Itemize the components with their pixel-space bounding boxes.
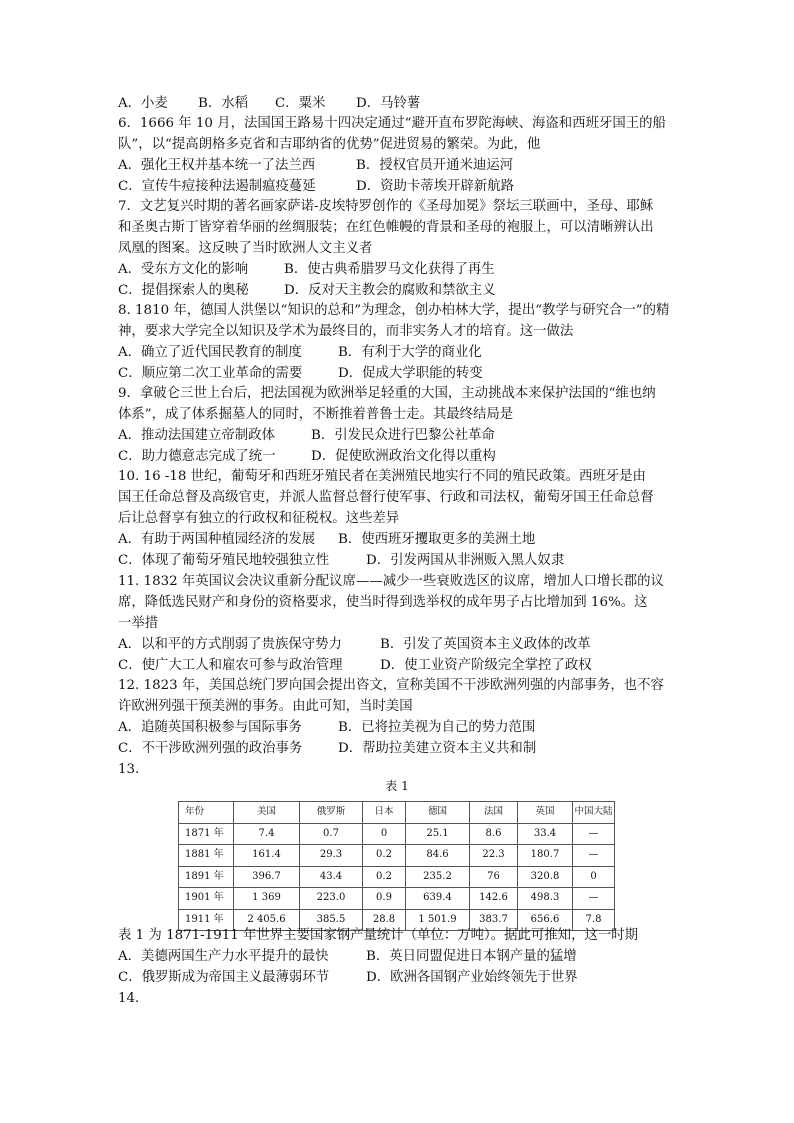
table-header-cell: 美国 — [234, 802, 300, 824]
q9-option-c: C．助力德意志完成了统一 — [118, 449, 276, 464]
q10-option-a: A．有助于两国种植园经济的发展 — [118, 532, 316, 547]
table-caption: 表 1 — [385, 779, 409, 793]
q5-option-a: A．小麦 — [118, 96, 168, 111]
table-cell: 396.7 — [234, 866, 300, 888]
q8-option-d: D．促成大学职能的转变 — [338, 366, 483, 381]
q10-option-b: B．使西班牙攫取更多的美洲土地 — [338, 532, 536, 547]
table-cell: 2 405.6 — [234, 909, 300, 931]
q7-stem-line: 7．文艺复兴时期的著名画家萨诺-皮埃特罗创作的《圣母加冕》祭坛三联画中，圣母、耶稣 — [118, 199, 654, 214]
q7-option-c: C．提倡探索人的奥秘 — [118, 283, 249, 298]
q11-option-a: A．以和平的方式削弱了贵族保守势力 — [118, 637, 342, 652]
q7-stem-line: 和圣奥古斯丁皆穿着华丽的丝绸服装；在红色帷幔的背景和圣母的袍服上，可以清晰辨认出 — [118, 220, 654, 235]
table-row — [179, 823, 615, 845]
q8-option-a: A．确立了近代国民教育的制度 — [118, 345, 302, 360]
table-cell: 498.3 — [518, 888, 573, 910]
table-cell: 1871 年 — [179, 823, 234, 845]
q6-stem-line: 队”，以“提高朗格多克省和吉耶纳省的优势”促进贸易的繁荣。为此，他 — [118, 137, 541, 152]
q7-option-b: B．使古典希腊罗马文化获得了再生 — [284, 262, 495, 277]
q5-option-b: B．水稻 — [198, 96, 249, 111]
q12-option-c: C．不干涉欧洲列强的政治事务 — [118, 741, 303, 756]
q8-stem-line: 神，要求大学完全以知识及学术为最终目的，而非实务人才的培育。这一做法 — [118, 324, 574, 339]
table-cell: 1881 年 — [179, 845, 234, 867]
q13-option-c: C．俄罗斯成为帝国主义最薄弱环节 — [118, 970, 330, 985]
table-cell: 0 — [573, 866, 615, 888]
table-header-cell: 中国大陆 — [573, 802, 615, 824]
q7-stem-line: 凤凰的图案。这反映了当时欧洲人文主义者 — [118, 241, 373, 256]
table-cell: 383.7 — [470, 909, 518, 931]
q6-option-b: B．授权官员开通米迪运河 — [356, 158, 514, 173]
table-cell: 22.3 — [470, 845, 518, 867]
q13-number: 13. — [118, 762, 140, 777]
table-cell: — — [573, 845, 615, 867]
q6-option-c: C．宣传牛痘接种法遏制瘟疫蔓延 — [118, 179, 316, 194]
q13-stem-line: 表 1 为 1871-1911 年世界主要国家钢产量统计（单位：万吨）。据此可推知，这一时期 — [118, 928, 639, 943]
q14-number: 14． — [118, 991, 149, 1006]
table-header-row — [179, 802, 615, 824]
table-cell: 25.1 — [406, 823, 470, 845]
q11-option-b: B．引发了英国资本主义政体的改革 — [380, 637, 591, 652]
q10-option-d: D．引发两国从非洲贩入黑人奴隶 — [366, 553, 565, 568]
table-cell: 33.4 — [518, 823, 573, 845]
q12-option-a: A．追随英国积极参与国际事务 — [118, 720, 302, 735]
q12-option-b: B．已将拉美视为自己的势力范围 — [338, 720, 536, 735]
table-cell: 0.7 — [300, 823, 363, 845]
table-cell: 235.2 — [406, 866, 470, 888]
q13-option-d: D．欧洲各国钢产业始终领先于世界 — [366, 970, 578, 985]
table-cell: 223.0 — [300, 888, 363, 910]
table-cell: 1901 年 — [179, 888, 234, 910]
table-header-cell: 俄罗斯 — [300, 802, 363, 824]
q10-stem-line: 后让总督享有独立的行政权和征税权。这些差异 — [118, 511, 400, 526]
table-cell: 0.2 — [363, 845, 406, 867]
q10-option-c: C．体现了葡萄牙殖民地较强独立性 — [118, 553, 330, 568]
table-cell: 639.4 — [406, 888, 470, 910]
table-cell: 1891 年 — [179, 866, 234, 888]
table-header-cell: 法国 — [470, 802, 518, 824]
table-cell: 7.8 — [573, 909, 615, 931]
table-cell: 28.8 — [363, 909, 406, 931]
table-cell: 0.9 — [363, 888, 406, 910]
table-cell: 1 501.9 — [406, 909, 470, 931]
table-cell: — — [573, 823, 615, 845]
q11-stem-line: 席，降低选民财产和身份的资格要求，使当时得到选举权的成年男子占比增加到 16%。这 — [118, 595, 648, 610]
q12-option-d: D．帮助拉美建立资本主义共和制 — [338, 741, 537, 756]
table-cell: 0.2 — [363, 866, 406, 888]
table-cell: 29.3 — [300, 845, 363, 867]
q6-option-a: A．强化王权并基本统一了法兰西 — [118, 158, 316, 173]
q12-stem-line: 12. 1823 年，美国总统门罗向国会提出咨文，宣称美国不干涉欧洲列强的内部事务，也不容 — [118, 678, 664, 693]
table-cell: — — [573, 888, 615, 910]
q7-option-a: A．受东方文化的影响 — [118, 262, 249, 277]
table-header-cell: 日本 — [363, 802, 406, 824]
q7-option-d: D．反对天主教会的腐败和禁欲主义 — [284, 283, 496, 298]
q12-stem-line: 许欧洲列强干预美洲的事务。由此可知，当时美国 — [118, 699, 413, 714]
table-row — [179, 845, 615, 867]
table-cell: 76 — [470, 866, 518, 888]
q8-option-b: B．有利于大学的商业化 — [338, 345, 482, 360]
q13-option-b: B．英日同盟促进日本钢产量的猛增 — [366, 949, 577, 964]
q9-stem-line: 9．拿破仑三世上台后，把法国视为欧洲举足轻重的大国，主动挑战本来保护法国的“维也纳 — [118, 386, 656, 401]
table-cell: 84.6 — [406, 845, 470, 867]
q11-stem-line: 一举措 — [118, 616, 159, 631]
table-cell: 142.6 — [470, 888, 518, 910]
q8-option-c: C．顺应第二次工业革命的需要 — [118, 366, 303, 381]
q11-stem-line: 11. 1832 年英国议会决议重新分配议席——减少一些衰败选区的议席，增加人口增长郡的议 — [118, 574, 664, 589]
q5-option-d: D．马铃薯 — [356, 96, 421, 111]
q6-stem-line: 6．1666 年 10 月，法国国王路易十四决定通过“避开直布罗陀海峡、海盗和西班牙国王的船 — [118, 116, 666, 131]
q10-stem-line: 国王任命总督及高级官吏，并派人监督总督行使军事、行政和司法权，葡萄牙国王任命总督 — [118, 490, 654, 505]
q9-stem-line: 体系”，成了体系掘墓人的同时，不断推着普鲁士走。其最终结局是 — [118, 407, 514, 422]
table-row — [179, 888, 615, 910]
table-row — [179, 866, 615, 888]
table-header-cell: 英国 — [518, 802, 573, 824]
table-header-cell: 年份 — [179, 802, 234, 824]
table-cell: 1 369 — [234, 888, 300, 910]
table-cell: 180.7 — [518, 845, 573, 867]
q10-stem-line: 10. 16 -18 世纪，葡萄牙和西班牙殖民者在美洲殖民地实行不同的殖民政策。西班牙是由 — [118, 469, 646, 484]
q13-option-a: A．美德两国生产力水平提升的最快 — [118, 949, 329, 964]
q11-option-c: C．使广大工人和雇农可参与政治管理 — [118, 658, 343, 673]
steel-production-table — [178, 801, 615, 931]
table-cell: 43.4 — [300, 866, 363, 888]
table-cell: 1911 年 — [179, 909, 234, 931]
table-cell: 0 — [363, 823, 406, 845]
q9-option-b: B．引发民众进行巴黎公社革命 — [311, 428, 495, 443]
q11-option-d: D．使工业资产阶级完全掌控了政权 — [380, 658, 592, 673]
q9-option-a: A．推动法国建立帝制政体 — [118, 428, 275, 443]
table-cell: 385.5 — [300, 909, 363, 931]
q5-option-c: C．粟米 — [275, 96, 326, 111]
table-cell: 161.4 — [234, 845, 300, 867]
table-cell: 8.6 — [470, 823, 518, 845]
q8-stem-line: 8. 1810 年，德国人洪堡以“知识的总和”为理念，创办柏林大学，提出“教学与研究合一”的精 — [118, 303, 670, 318]
table-cell: 320.8 — [518, 866, 573, 888]
table-cell: 656.6 — [518, 909, 573, 931]
q6-option-d: D．资助卡蒂埃开辟新航路 — [356, 179, 515, 194]
table-header-cell: 德国 — [406, 802, 470, 824]
q9-option-d: D．促使欧洲政治文化得以重构 — [311, 449, 496, 464]
table-cell: 7.4 — [234, 823, 300, 845]
